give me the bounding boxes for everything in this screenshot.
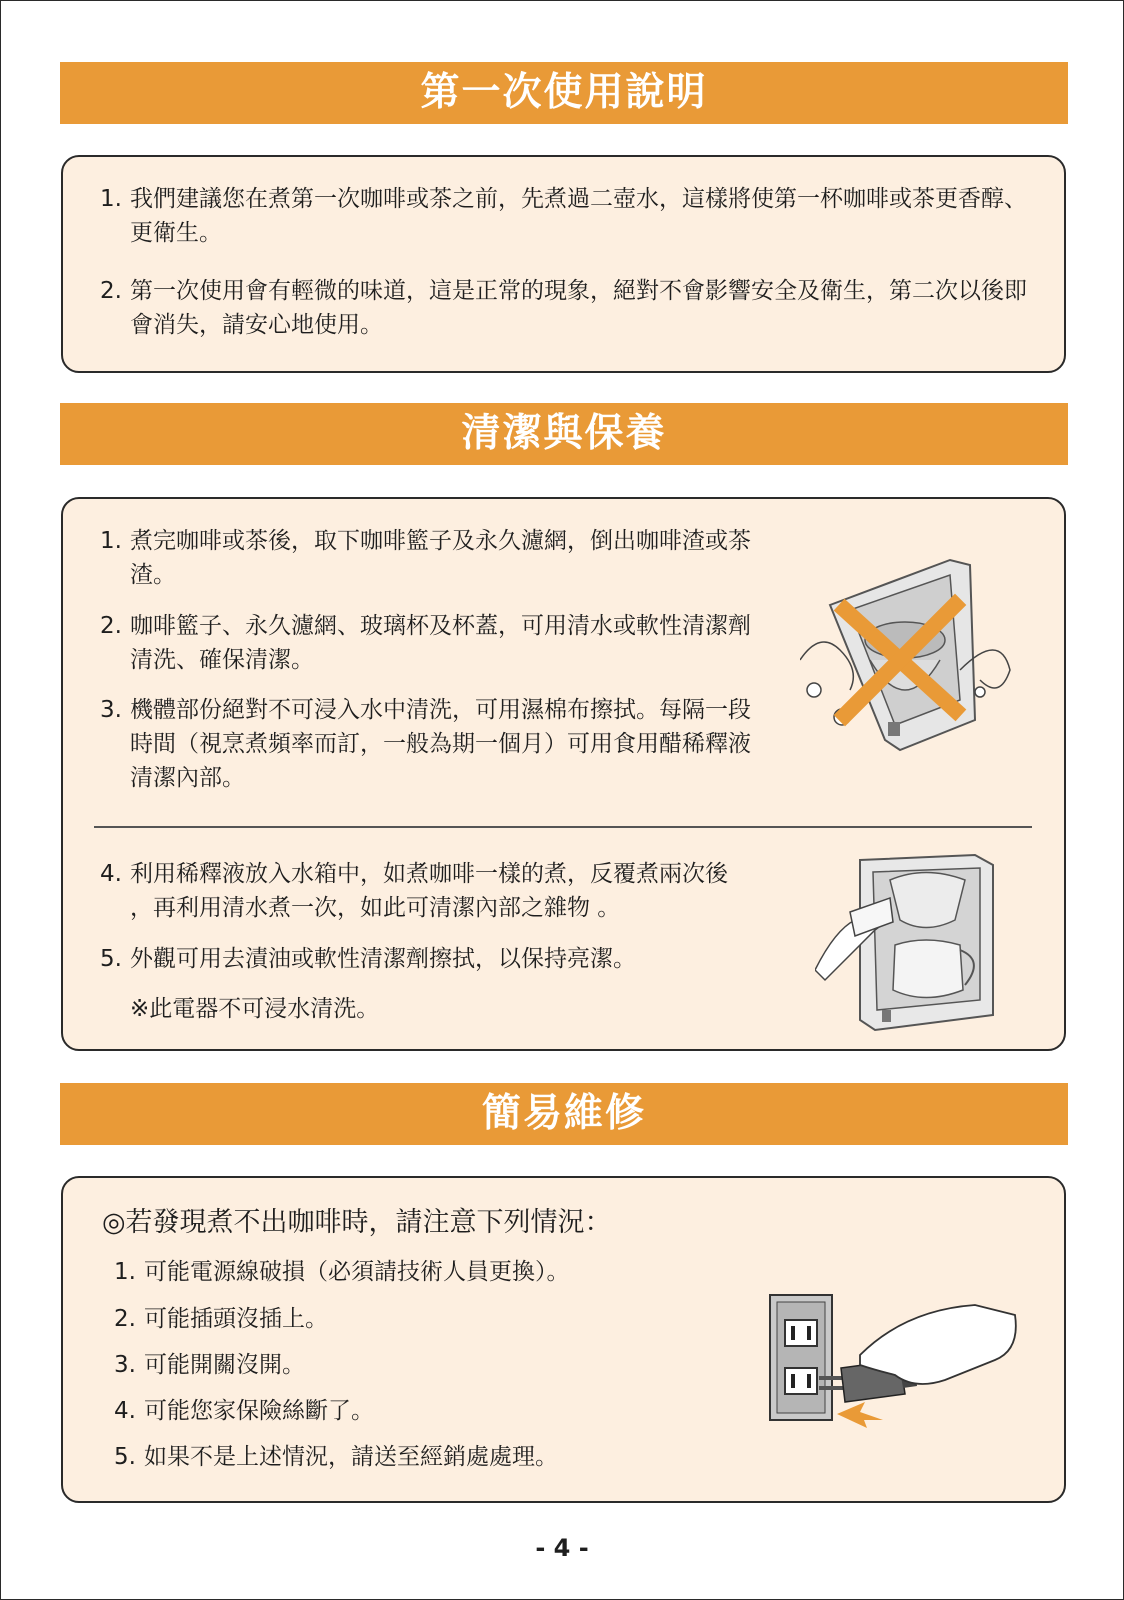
cleaning-item-1 bbox=[100, 524, 758, 592]
cleaning-banner: 清潔與保養 bbox=[60, 403, 1068, 465]
item-number: 2. bbox=[100, 613, 122, 639]
repair-item-4 bbox=[114, 1394, 814, 1428]
repair-heading: ◎若發現煮不出咖啡時，請注意下列情況： bbox=[102, 1207, 612, 1238]
item-number: 2. bbox=[114, 1306, 136, 1332]
item-number: 1. bbox=[114, 1259, 136, 1285]
cleaning-item-5 bbox=[100, 942, 758, 976]
item-text: 可能您家保險絲斷了。 bbox=[144, 1398, 374, 1424]
item-text: 如果不是上述情況，請送至經銷處處理。 bbox=[144, 1444, 558, 1470]
item-number: 1. bbox=[100, 186, 122, 212]
cleaning-item-2 bbox=[100, 609, 758, 677]
cleaning-note: ※此電器不可浸水清洗。 bbox=[130, 996, 380, 1022]
item-number: 4. bbox=[100, 861, 122, 887]
section-divider bbox=[94, 826, 1032, 828]
item-text: 機體部份絕對不可浸入水中清洗，可用濕棉布擦拭。每隔一段時間（視烹煮頻率而訂，一般為期一個月）可用食用醋稀釋液清潔內部。 bbox=[130, 697, 751, 791]
item-text: 第一次使用會有輕微的味道，這是正常的現象，絕對不會影響安全及衛生，第二次以後即會消失，請安心地使用。 bbox=[130, 278, 1027, 338]
item-text: 利用稀釋液放入水箱中，如煮咖啡一樣的煮，反覆煮兩次後 ，再利用清水煮一次，如此可清潔內部之雜物 。 bbox=[130, 861, 728, 921]
item-text: 我們建議您在煮第一次咖啡或茶之前，先煮過二壺水，這樣將使第一杯咖啡或茶更香醇、更衛生。 bbox=[130, 186, 1027, 246]
cleaning-item-4 bbox=[100, 857, 758, 925]
coffee-maker-wiping-icon bbox=[815, 850, 1005, 1035]
repair-banner: 簡易維修 bbox=[60, 1083, 1068, 1145]
item-number: 5. bbox=[114, 1444, 136, 1470]
item-number: 5. bbox=[100, 946, 122, 972]
plug-socket-icon bbox=[765, 1290, 1025, 1430]
repair-item-2 bbox=[114, 1302, 814, 1336]
item-number: 3. bbox=[100, 697, 122, 723]
item-text: 咖啡籃子、永久濾網、玻璃杯及杯蓋，可用清水或軟性清潔劑清洗、確保清潔。 bbox=[130, 613, 751, 673]
repair-item-3 bbox=[114, 1348, 814, 1382]
item-text: 外觀可用去漬油或軟性清潔劑擦拭，以保持亮潔。 bbox=[130, 946, 636, 972]
item-text: 煮完咖啡或茶後，取下咖啡籃子及永久濾網，倒出咖啡渣或茶渣。 bbox=[130, 528, 751, 588]
item-text: 可能電源線破損（必須請技術人員更換）。 bbox=[144, 1259, 570, 1285]
item-number: 4. bbox=[114, 1398, 136, 1424]
item-text: 可能插頭沒插上。 bbox=[144, 1306, 328, 1332]
first-use-item-2 bbox=[100, 274, 1030, 342]
item-text: 可能開關沒開。 bbox=[144, 1352, 305, 1378]
item-number: 3. bbox=[114, 1352, 136, 1378]
coffee-maker-crossed-icon bbox=[800, 550, 1030, 760]
first-use-banner: 第一次使用說明 bbox=[60, 62, 1068, 124]
repair-item-1 bbox=[114, 1255, 814, 1289]
item-number: 1. bbox=[100, 528, 122, 554]
first-use-item-1 bbox=[100, 182, 1030, 250]
item-number: 2. bbox=[100, 278, 122, 304]
cleaning-item-3 bbox=[100, 693, 758, 795]
page-number: - 4 - bbox=[535, 1534, 589, 1562]
repair-item-5 bbox=[114, 1440, 814, 1474]
